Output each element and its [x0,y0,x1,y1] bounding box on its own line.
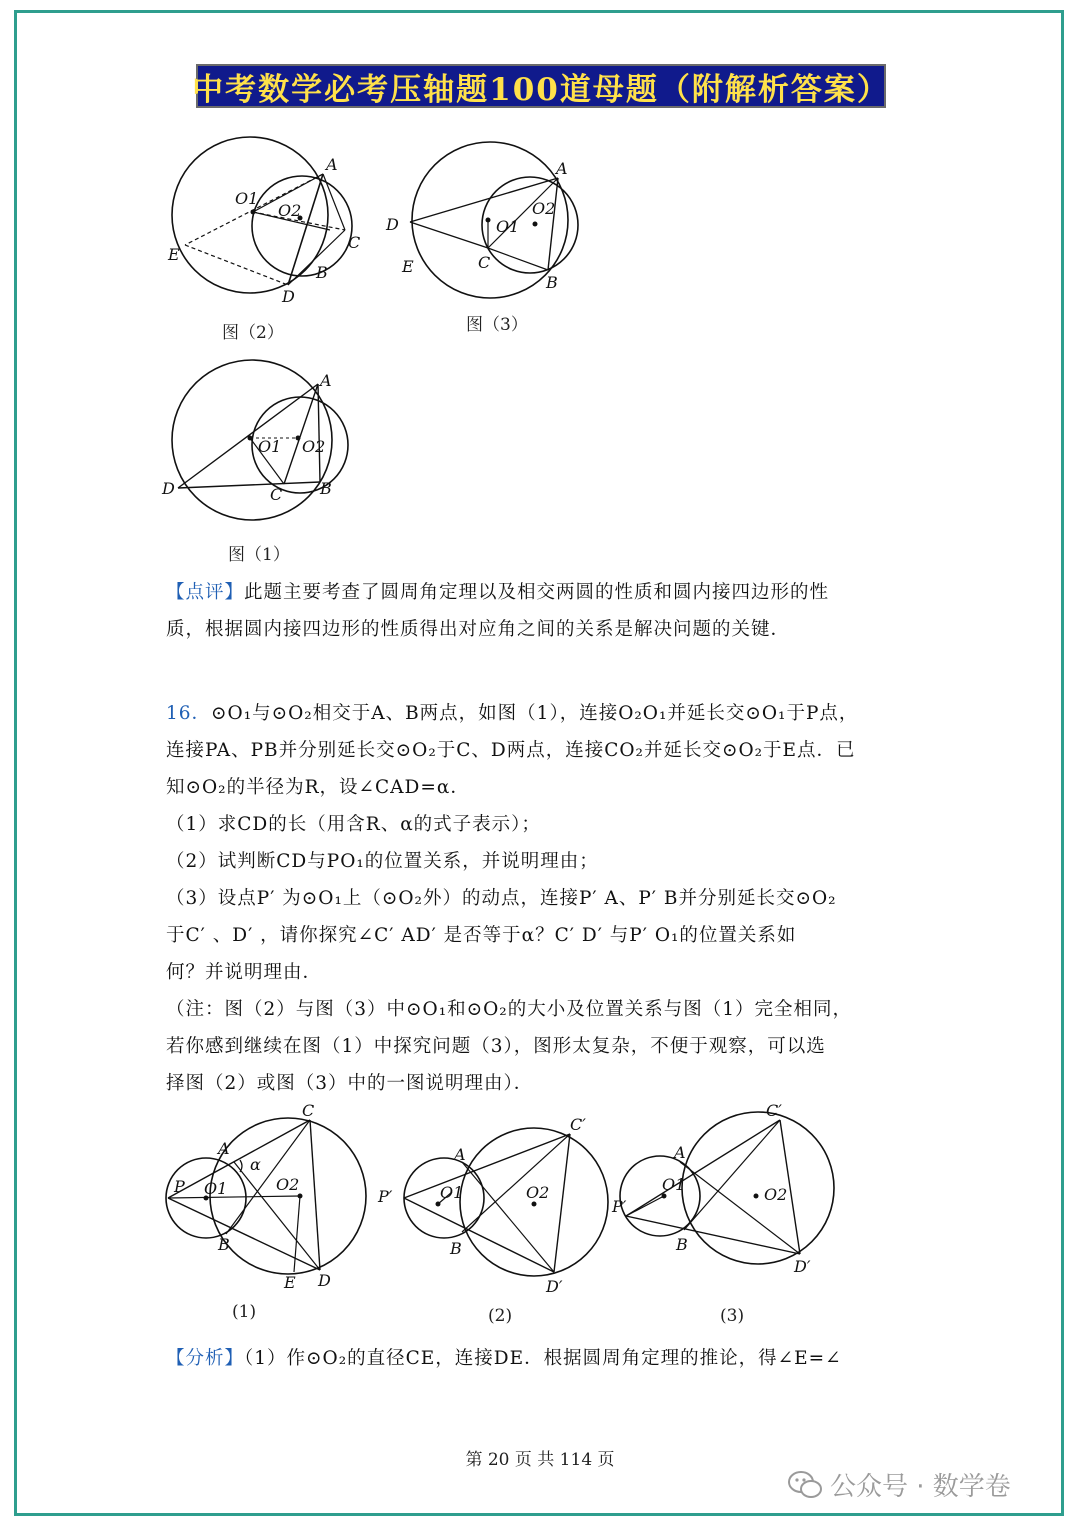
wechat-icon [788,1470,822,1500]
figure-bottom-1 [160,1100,360,1300]
caption-bottom-1: (1) [232,1302,257,1322]
analysis-block [166,1340,926,1377]
problem-number: 16． [166,703,212,724]
problem-block [166,695,926,1102]
label-O2: O2 [302,437,326,456]
page-title: 中考数学必考压轴题100道母题（附解析答案） [196,64,886,108]
label-D: D [386,215,399,234]
comment-line-1: 【点评】此题主要考查了圆周角定理以及相交两圆的性质和圆内接四边形的性 [166,582,830,603]
label-A: A [674,1143,686,1162]
label-D-prime: D′ [794,1257,811,1276]
label-P-prime: P′ [612,1197,627,1216]
label-C-prime: C′ [570,1115,586,1134]
label-B: B [546,273,558,292]
figure-top-2 [160,130,380,310]
label-D: D [282,287,295,306]
label-P-prime: P′ [378,1187,393,1206]
label-B: B [218,1235,230,1254]
label-E: E [284,1273,296,1292]
analysis-line-1: 【分析】（1）作⊙O₂的直径CE，连接DE．根据圆周角定理的推论，得∠E=∠ [166,1348,842,1369]
figure-top-1 [160,360,380,530]
label-D: D [318,1271,331,1290]
label-E: E [168,245,180,264]
figure-top-3 [380,140,600,310]
label-O2: O2 [276,1175,300,1194]
label-alpha: α [250,1155,261,1174]
label-O1: O1 [440,1183,464,1202]
watermark [788,1466,1011,1503]
label-B: B [450,1239,462,1258]
label-O2: O2 [278,201,302,220]
caption-fig3: 图（3） [466,315,528,335]
label-O1: O1 [662,1175,686,1194]
problem-line-2: 连接PA、PB并分别延长交⊙O₂于C、D两点，连接CO₂并延长交⊙O₂于E点．已 [166,740,856,761]
label-D: D [162,479,175,498]
caption-fig2: 图（2） [222,323,284,343]
caption-fig1: 图（1） [228,545,290,565]
label-O1: O1 [204,1179,228,1198]
label-A: A [320,371,332,390]
label-A: A [326,155,338,174]
label-C-prime: C′ [766,1101,782,1120]
watermark-text: 公众号 · 数学卷 [830,1472,1011,1502]
label-C: C [478,253,491,272]
comment-block [166,574,926,648]
label-C: C [302,1101,315,1120]
label-O2: O2 [532,199,556,218]
comment-tag: 【点评】 [166,582,245,603]
analysis-tag: 【分析】 [166,1348,245,1369]
caption-bottom-3: (3) [720,1306,745,1326]
label-A: A [556,159,568,178]
problem-line-1: 16．⊙O₁与⊙O₂相交于A、B两点，如图（1），连接O₂O₁并延长交⊙O₁于P点， [166,703,859,724]
label-B: B [316,263,328,282]
problem-line-5: （2）试判断CD与PO₁的位置关系，并说明理由； [166,851,599,872]
label-E: E [402,257,414,276]
figure-bottom-3 [614,1100,844,1290]
label-O2: O2 [764,1185,788,1204]
figure-bottom-2 [374,1110,614,1300]
problem-line-6: （3）设点P′ 为⊙O₁上（⊙O₂外）的动点，连接P′ A、P′ B并分别延长交⊙O₂ [166,888,837,909]
label-O1: O1 [258,437,282,456]
label-A: A [454,1145,466,1164]
label-C: C [348,233,361,252]
label-D-prime: D′ [546,1277,563,1296]
label-P: P [174,1177,185,1196]
problem-line-9: （注：图（2）与图（3）中⊙O₁和⊙O₂的大小及位置关系与图（1）完全相同， [166,999,852,1020]
label-O1: O1 [496,217,520,236]
problem-line-7: 于C′ 、D′ ，请你探究∠C′ AD′ 是否等于α？C′ D′ 与P′ O₁的位置关系如 [166,925,797,946]
problem-line-11: 择图（2）或图（3）中的一图说明理由）． [166,1073,534,1094]
label-C: C [270,485,283,504]
page-footer: 第 20 页 共 114 页 [465,1450,615,1470]
label-B: B [676,1235,688,1254]
label-A: A [218,1139,230,1158]
label-B: B [320,479,332,498]
caption-bottom-2: (2) [488,1306,513,1326]
label-O2: O2 [526,1183,550,1202]
comment-line-2: 质，根据圆内接四边形的性质得出对应角之间的关系是解决问题的关键． [166,619,791,640]
problem-line-8: 何？并说明理由． [166,962,323,983]
problem-line-4: （1）求CD的长（用含R、α的式子表示）； [166,814,541,835]
problem-line-10: 若你感到继续在图（1）中探究问题（3），图形太复杂，不便于观察，可以选 [166,1036,826,1057]
label-O1: O1 [235,189,259,208]
problem-line-3: 知⊙O₂的半径为R，设∠CAD=α． [166,777,470,798]
